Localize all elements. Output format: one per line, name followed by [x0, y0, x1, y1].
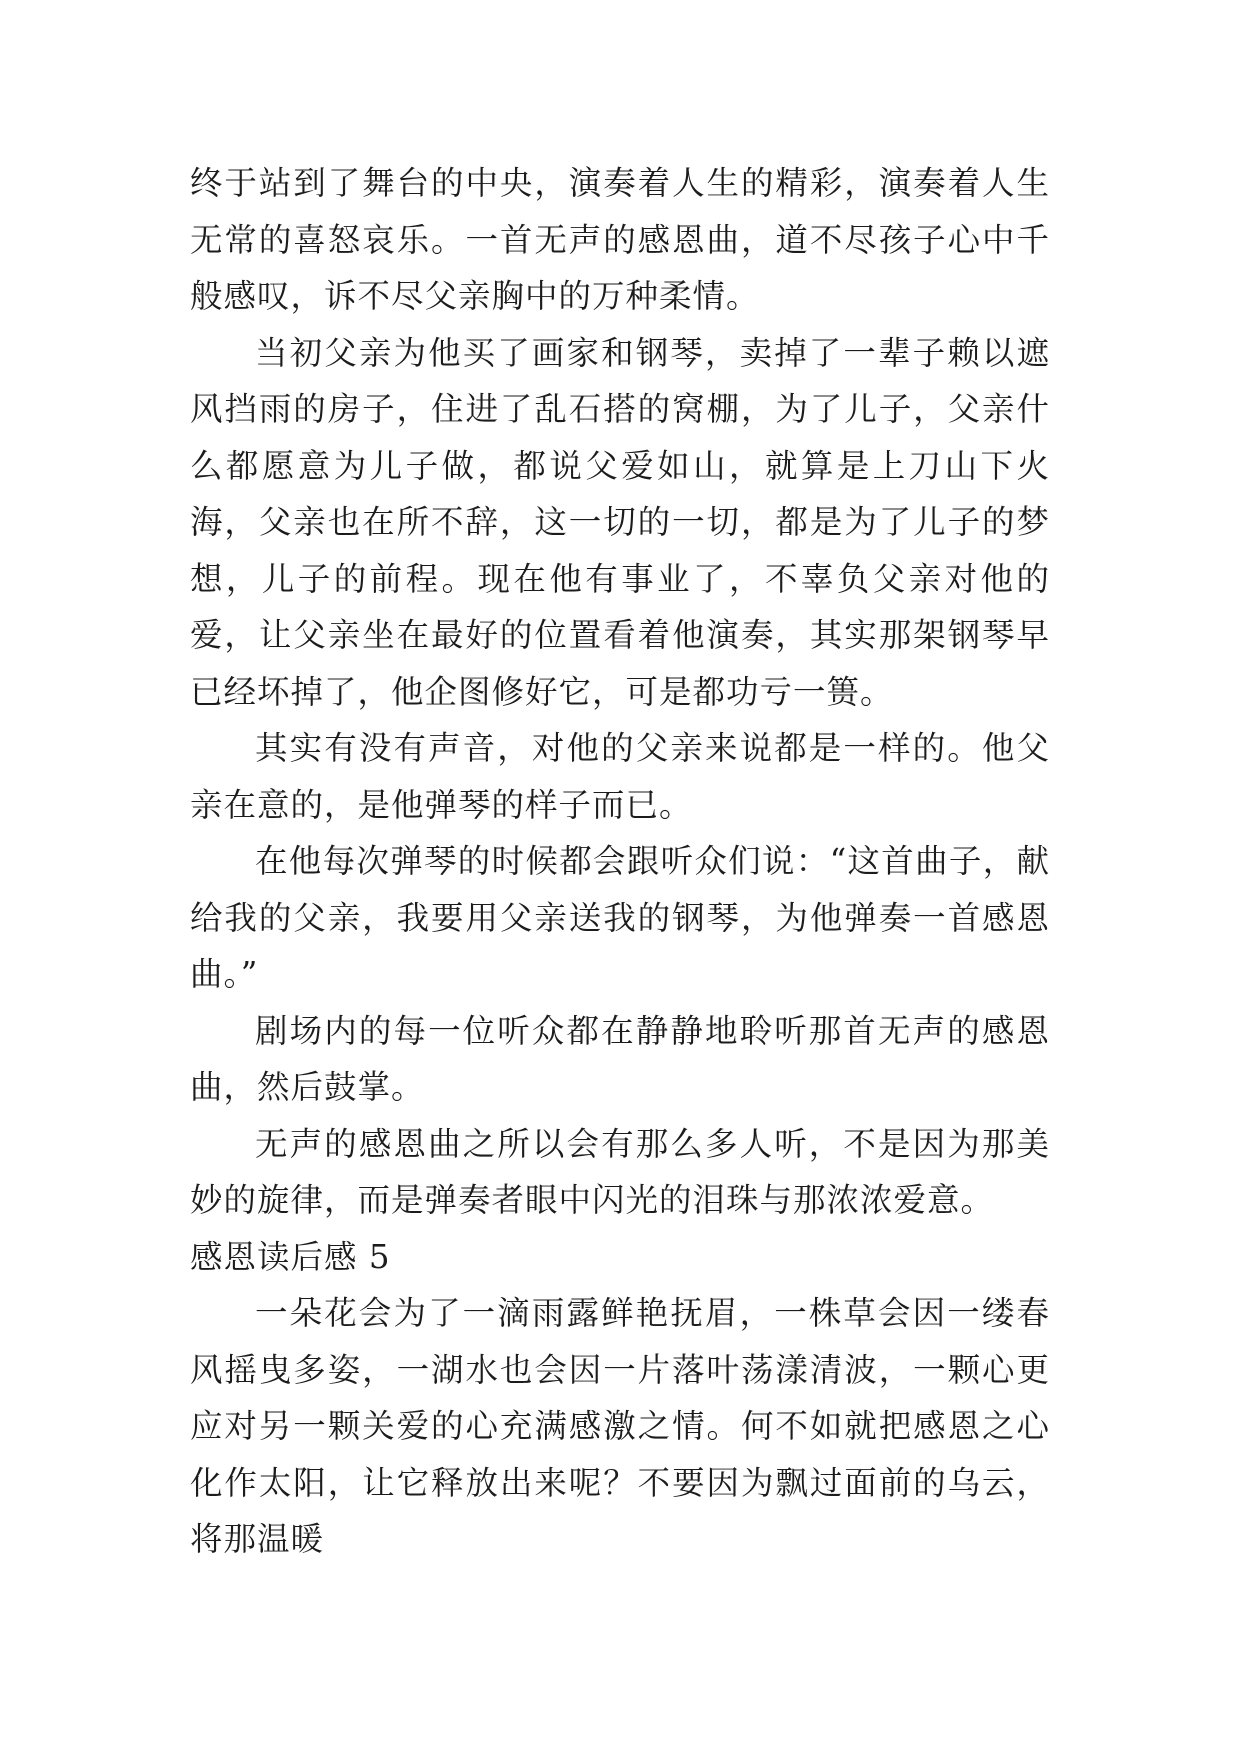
paragraph: 无声的感恩曲之所以会有那么多人听，不是因为那美妙的旋律，而是弹奏者眼中闪光的泪珠与那浓浓爱意。 [190, 1124, 1050, 1219]
section-heading: 感恩读后感 5 [190, 1237, 391, 1276]
paragraph: 一朵花会为了一滴雨露鲜艳抚眉，一株草会因一缕春风摇曳多姿，一湖水也会因一片落叶荡漾清波，一颗心更应对另一颗关爱的心充满感激之情。何不如就把感恩之心化作太阳，让它释放出来呢？不要因为飘过面前的乌云，将那温暖 [190, 1294, 1050, 1558]
paragraph: 在他每次弹琴的时候都会跟听众们说：“这首曲子，献给我的父亲，我要用父亲送我的钢琴，为他弹奏一首感恩曲。” [190, 842, 1050, 993]
paragraph: 剧场内的每一位听众都在静静地聆听那首无声的感恩曲，然后鼓掌。 [190, 1011, 1050, 1106]
paragraph: 其实有没有声音，对他的父亲来说都是一样的。他父亲在意的，是他弹琴的样子而已。 [190, 729, 1050, 824]
paragraph: 当初父亲为他买了画家和钢琴，卖掉了一辈子赖以遮风挡雨的房子，住进了乱石搭的窝棚，为了儿子，父亲什么都愿意为儿子做，都说父爱如山，就算是上刀山下火海，父亲也在所不辞，这一切的一切，都是为了儿子的梦想，儿子的前程。现在他有事业了，不辜负父亲对他的爱，让父亲坐在最好的位置看着他演奏，其实那架钢琴早已经坏掉了，他企图修好它，可是都功亏一篑。 [190, 333, 1050, 711]
document-page [190, 155, 1050, 1568]
paragraph-continuation: 终于站到了舞台的中央，演奏着人生的精彩，演奏着人生无常的喜怒哀乐。一首无声的感恩曲，道不尽孩子心中千般感叹，诉不尽父亲胸中的万种柔情。 [190, 164, 1050, 315]
